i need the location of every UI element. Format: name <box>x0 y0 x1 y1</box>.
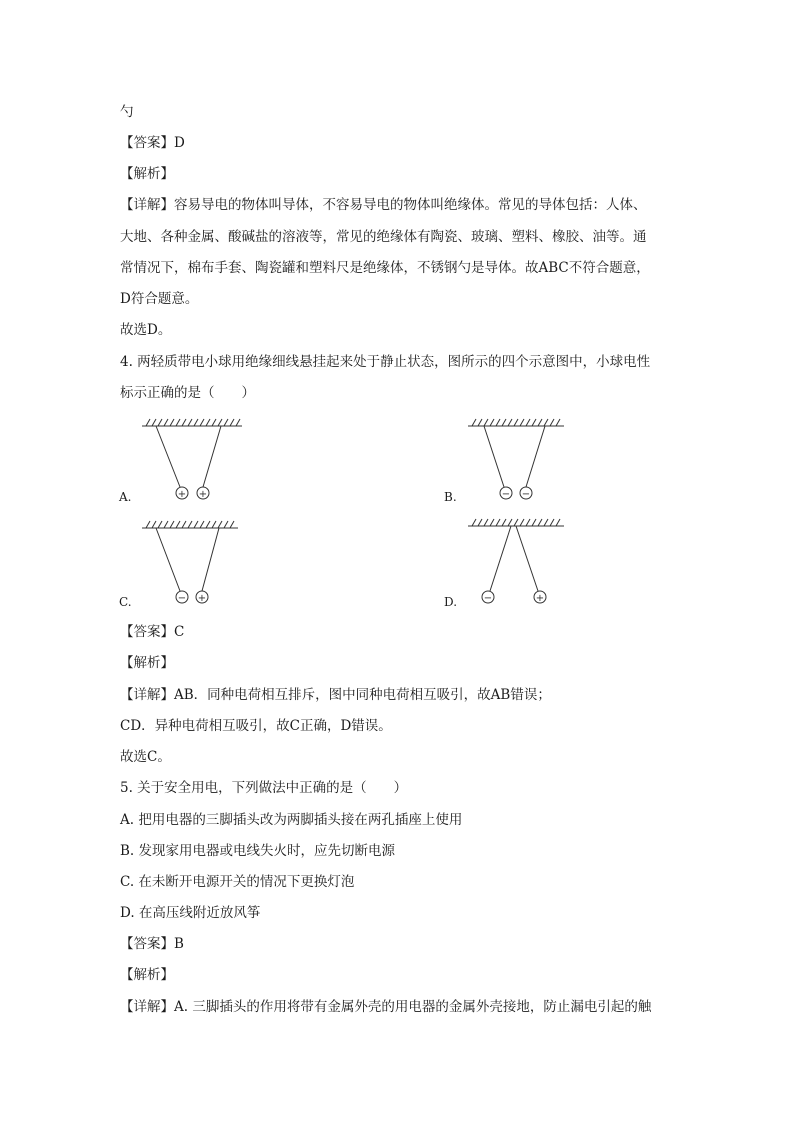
ball-charge-right: + <box>535 593 545 604</box>
text-line: 勺 <box>120 104 134 120</box>
option-b-label: B. <box>444 490 457 504</box>
ball-charge-right: + <box>198 489 208 500</box>
explanation-line: 【详解】AB．同种电荷相互排斥，图中同种电荷相互吸引，故AB错误； <box>120 687 551 703</box>
option-a-label: A. <box>119 490 132 504</box>
option-c-label: C. <box>119 595 132 609</box>
question-4-stem: 标示正确的是（ ） <box>120 385 255 401</box>
explanation-line: 大地、各种金属、酸碱盐的溶液等，常见的绝缘体有陶瓷、玻璃、塑料、橡胶、油等。通 <box>120 229 647 245</box>
question-4-stem: 4. 两轻质带电小球用绝缘细线悬挂起来处于静止状态，图所示的四个示意图中，小球电性 <box>120 354 651 370</box>
explanation-line: CD．异种电荷相互吸引，故C正确，D错误。 <box>120 718 392 734</box>
conclusion-line: 故选C。 <box>120 749 171 765</box>
analysis-heading: 【解析】 <box>120 166 174 182</box>
option-d-label: D. <box>444 595 458 609</box>
explanation-line: D符合题意。 <box>120 291 199 307</box>
choice-c: C. 在未断开电源开关的情况下更换灯泡 <box>120 874 355 890</box>
analysis-heading: 【解析】 <box>120 967 174 983</box>
explanation-line: 【详解】A. 三脚插头的作用将带有金属外壳的用电器的金属外壳接地，防止漏电引起的触 <box>120 999 652 1015</box>
answer-line: 【答案】B <box>120 936 184 952</box>
explanation-line: 【详解】容易导电的物体叫导体，不容易导电的物体叫绝缘体。常见的导体包括：人体、 <box>120 197 647 213</box>
choice-b: B. 发现家用电器或电线失火时，应先切断电源 <box>120 843 396 859</box>
answer-line: 【答案】D <box>120 135 185 151</box>
question-5-stem: 5. 关于安全用电，下列做法中正确的是（ ） <box>120 780 408 796</box>
choice-d: D. 在高压线附近放风筝 <box>120 905 261 921</box>
option-b-diagram <box>466 418 576 508</box>
answer-line: 【答案】C <box>120 624 185 640</box>
option-a-diagram <box>140 418 250 508</box>
ceiling-hatch <box>146 419 240 426</box>
ball-charge-right: − <box>521 489 531 500</box>
option-c-diagram <box>140 520 250 610</box>
ball-charge-right: + <box>197 593 207 604</box>
ball-charge-left: − <box>483 593 493 604</box>
ball-charge-left: − <box>501 489 511 500</box>
option-d-diagram <box>466 518 576 608</box>
conclusion-line: 故选D。 <box>120 322 172 338</box>
ball-charge-left: − <box>177 593 187 604</box>
analysis-heading: 【解析】 <box>120 655 174 671</box>
choice-a: A. 把用电器的三脚插头改为两脚插头接在两孔插座上使用 <box>120 812 463 828</box>
ball-charge-left: + <box>177 489 187 500</box>
explanation-line: 常情况下，棉布手套、陶瓷罐和塑料尺是绝缘体，不锈钢勺是导体。故ABC不符合题意， <box>120 260 650 276</box>
